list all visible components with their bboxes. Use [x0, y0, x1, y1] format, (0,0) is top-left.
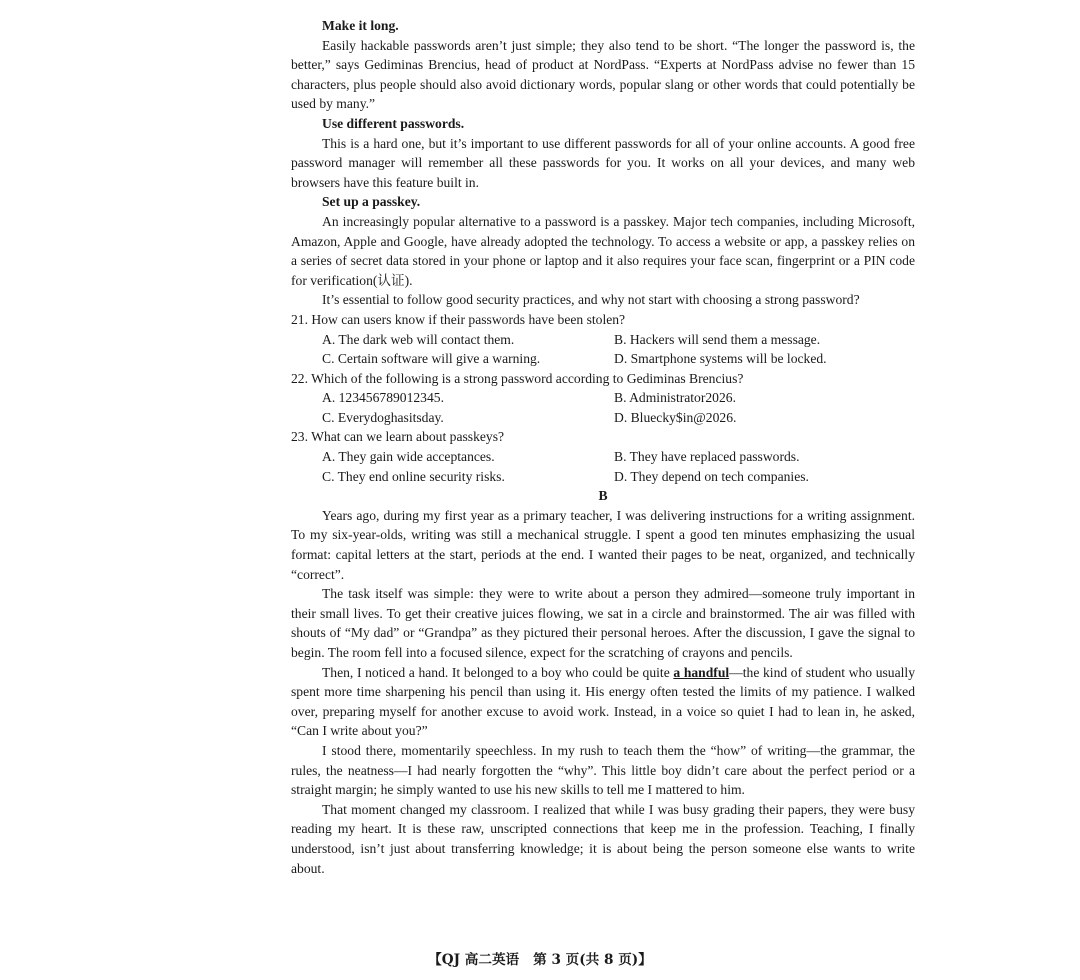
paragraph-make-it-long: Easily hackable passwords aren’t just simple; they also tend to be short. “The longer the password is, the better,” says Gediminas Brencius, head of product at NordPass. “Experts at NordPass advise no fewer than 15 characters, plus people should also avoid dictionary words, popular slang or other words that could potentially be used by many.”: [291, 37, 915, 112]
option-c: C. Everydoghasitsday.: [322, 409, 444, 425]
passage-b-paragraph-3: [291, 663, 915, 741]
paragraph-text-before: Then, I noticed a hand. It belonged to a boy who could be quite: [322, 664, 674, 680]
passage-b-paragraph-1: Years ago, during my first year as a primary teacher, I was delivering instructions for a writing assignment. To my six-year-olds, writing was still a mechanical struggle. I spent a good ten minutes emphasizing the usual format: capital letters at the start, periods at the end. I wanted their pages to be neat, organized, and technically “correct”.: [291, 507, 915, 582]
page-footer: [0, 948, 1080, 968]
question-stem: 23. What can we learn about passkeys?: [291, 429, 505, 445]
option-d: D. They depend on tech companies.: [614, 468, 809, 484]
option-c: C. Certain software will give a warning.: [322, 351, 541, 367]
paragraph-use-different-passwords: This is a hard one, but it’s important to use different passwords for all of your online accounts. A good free password manager will remember all these passwords for you. It works on all your devices, and many web browsers have this feature built in.: [291, 135, 915, 190]
option-d: D. Bluecky$in@2026.: [614, 409, 737, 425]
option-a: A. 123456789012345.: [322, 390, 444, 406]
question-23: [291, 427, 915, 486]
option-b: B. Hackers will send them a message.: [614, 331, 821, 347]
passage-b-paragraph-2: The task itself was simple: they were to write about a person they admired—someone truly important in their small lives. To get their creative juices flowing, we sat in a circle and brainstormed. The air was filled with shouts of “My dad” or “Grandpa” as they pictured their personal heroes. After the discussion, I gave the signal to begin. The room fell into a focused silence, expect for the scratching of crayons and pencils.: [291, 586, 915, 660]
footer-page-number: 第 3 页(共 8 页)】: [533, 952, 652, 968]
option-a: A. The dark web will contact them.: [322, 331, 515, 347]
passage-b-paragraph-5: That moment changed my classroom. I realized that while I was busy grading their papers, they were busy reading my heart. It is these raw, unscripted connections that keep me in the profession. Teaching, I finally understood, isn’t just about transferring knowledge; it is about being the person someone else wants to write about.: [291, 801, 915, 876]
subheading-use-different-passwords: Use different passwords.: [322, 115, 465, 131]
paragraph-text-after: —the kind of student who usually spent more time sharpening his pencil than using it. His energy often tested the limits of my patience. I walked over, preparing myself for another excuse to avoid work. Instead, in a voice so quiet I had to lean in, he asked, “Can I write about you?”: [291, 664, 915, 739]
question-stem: 21. How can users know if their passwords have been stolen?: [291, 311, 626, 327]
question-21: [291, 310, 915, 369]
options: [291, 447, 915, 486]
option-c: C. They end online security risks.: [322, 468, 505, 484]
option-b: B. Administrator2026.: [614, 390, 736, 406]
underlined-phrase: a handful: [673, 664, 730, 680]
option-d: D. Smartphone systems will be locked.: [614, 351, 827, 367]
footer-exam-label: 【QJ 高二英语: [428, 952, 520, 968]
paragraph-conclusion: It’s essential to follow good security practices, and why not start with choosing a strong password?: [322, 292, 860, 308]
options: [291, 388, 915, 427]
option-a: A. They gain wide acceptances.: [322, 449, 495, 465]
passage-b-paragraph-4: I stood there, momentarily speechless. In my rush to teach them the “how” of writing—the grammar, the rules, the neatness—I had nearly forgotten the “why”. This little boy didn’t care about the perfect period or a straight margin; he simply wanted to use his new skills to tell me I mattered to him.: [291, 742, 915, 798]
subheading-make-it-long: Make it long.: [322, 18, 399, 33]
paragraph-set-up-passkey: An increasingly popular alternative to a password is a passkey. Major tech companies, including Microsoft, Amazon, Apple and Google, have already adopted the technology. To access a website or app, a passkey relies on a series of secret data stored in your phone or laptop and it also requires your face scan, fingerprint or a PIN code for verification(认证).: [291, 213, 915, 288]
question-stem: 22. Which of the following is a strong password according to Gediminas Brencius?: [291, 370, 744, 386]
question-22: [291, 369, 915, 428]
exam-page: [291, 16, 915, 878]
option-b: B. They have replaced passwords.: [614, 449, 800, 465]
subheading-set-up-passkey: Set up a passkey.: [322, 194, 421, 210]
section-b-heading: B: [598, 488, 608, 504]
options: [291, 330, 915, 369]
